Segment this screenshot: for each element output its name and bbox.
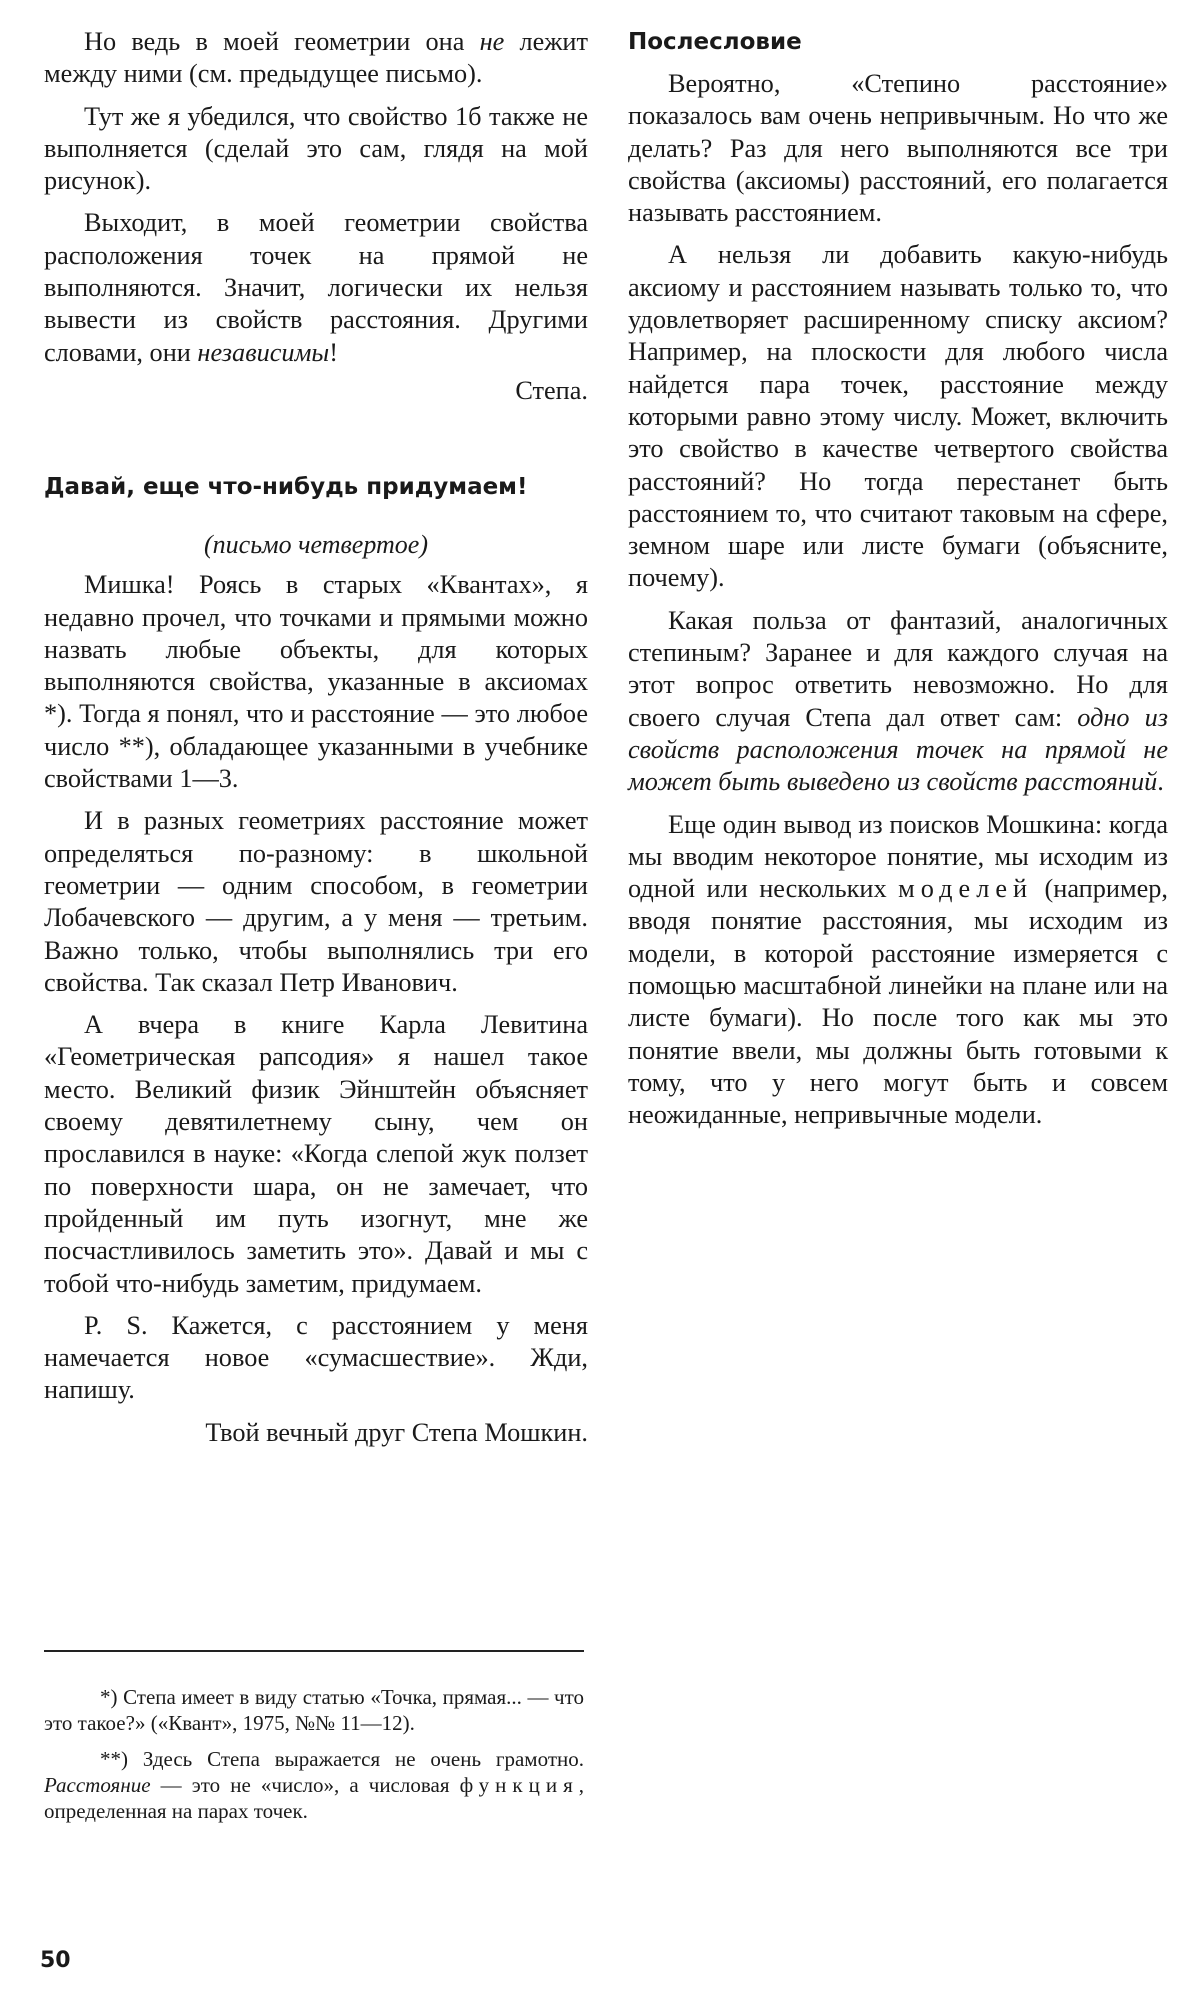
paragraph: Но ведь в моей геометрии она не лежит между ними (см. предыдущее письмо). <box>44 27 588 89</box>
paragraph: И в разных геометриях расстояние может определяться по-разному: в школьной геометрии — одним способом, в геометрии Лобачевского — другим, а у меня — третьим. Важно только, чтобы выполнялись три его свойства. Так сказал Петр Иванович. <box>44 806 588 997</box>
footnote: **) Здесь Степа выражается не очень грамотно. Расстояние — это не «число», а числовая функция, определенная на парах точек. <box>44 1747 584 1823</box>
paragraph: А вчера в книге Карла Левитина «Геометрическая рапсодия» я нашел такое место. Великий физик Эйнштейн объясняет своему девятилетнему сыну, чем он прославился в науке: «Когда слепой жук ползет по поверхности шара, он не замечает, что пройденный им путь изогнут, мне же посчастливилось заметить это». Давай и мы с тобой что-нибудь заметим, придумаем. <box>44 1010 588 1298</box>
paragraph: P. S. Кажется, с расстоянием у меня намечается новое «сумасшествие». Жди, напишу. <box>44 1310 588 1405</box>
paragraph: Еще один вывод из поисков Мошкина: когда мы вводим некоторое понятие, мы исходим из одной или нескольких моделей (например, вводя понятие расстояния, мы исходим из модели, в которой расстояние измеряется с помощью масштабной линейки на плане или на листе бумаги). Но после того как мы это понятие ввели, мы должны быть готовыми к тому, что у него могут быть и совсем неожиданные, непривычные модели. <box>628 809 1168 1130</box>
paragraph: Какая польза от фантазий, аналогичных степиным? Заранее и для каждого случая на этот вопрос ответить невозможно. Но для своего случая Степа дал ответ сам: одно из свойств расположения точек на прямой не может быть выведено из свойств расстояний. <box>628 605 1168 797</box>
footnote: *) Степа имеет в виду статью «Точка, прямая... — что это такое?» («Квант», 1975, №№ 11—12). <box>44 1685 584 1735</box>
signature: Степа. <box>515 375 588 405</box>
afterword-heading: Послесловие <box>628 29 802 55</box>
paragraph: А нельзя ли добавить какую-нибудь аксиому и расстоянием называть только то, что удовлетворяет расширенному списку аксиом? Например, на плоскости для любого числа найдется пара точек, расстояние между которыми равно этому числу. Может, включить это свойство в качестве четвертого свойства расстояний? Но тогда перестанет быть расстоянием то, что считают таковым на сфере, земном шаре или листе бумаги (объясните, почему). <box>628 240 1168 593</box>
paragraph: Мишка! Роясь в старых «Квантах», я недавно прочел, что точками и прямыми можно назвать любые объекты, для которых выполняются свойства, указанные в аксиомах *). Тогда я понял, что и расстояние — это любое число **), обладающее указанными в учебнике свойствами 1—3. <box>44 570 588 794</box>
paragraph: Вероятно, «Степино расстояние» показалось вам очень непривычным. Но что же делать? Раз для него выполняются все три свойства (аксиомы) расстояний, его полагается называть расстоянием. <box>628 69 1168 228</box>
closing-signature: Твой вечный друг Степа Мошкин. <box>205 1417 588 1447</box>
paragraph: Тут же я убедился, что свойство 1б также не выполняется (сделай это сам, глядя на мой рисунок). <box>44 101 588 196</box>
page-number: 50 <box>40 1948 71 1973</box>
section-heading: Давай, еще что-нибудь придумаем! <box>44 474 528 501</box>
letter-subtitle: (письмо четвертое) <box>204 530 428 560</box>
footnotes <box>44 1684 584 1824</box>
footnote-divider <box>44 1650 584 1652</box>
right-column <box>628 26 1168 1132</box>
paragraph: Выходит, в моей геометрии свойства расположения точек на прямой не выполняются. Значит, логически их нельзя вывести из свойств расстояния. Другими словами, они независимы! <box>44 208 588 367</box>
left-column <box>44 26 588 1449</box>
